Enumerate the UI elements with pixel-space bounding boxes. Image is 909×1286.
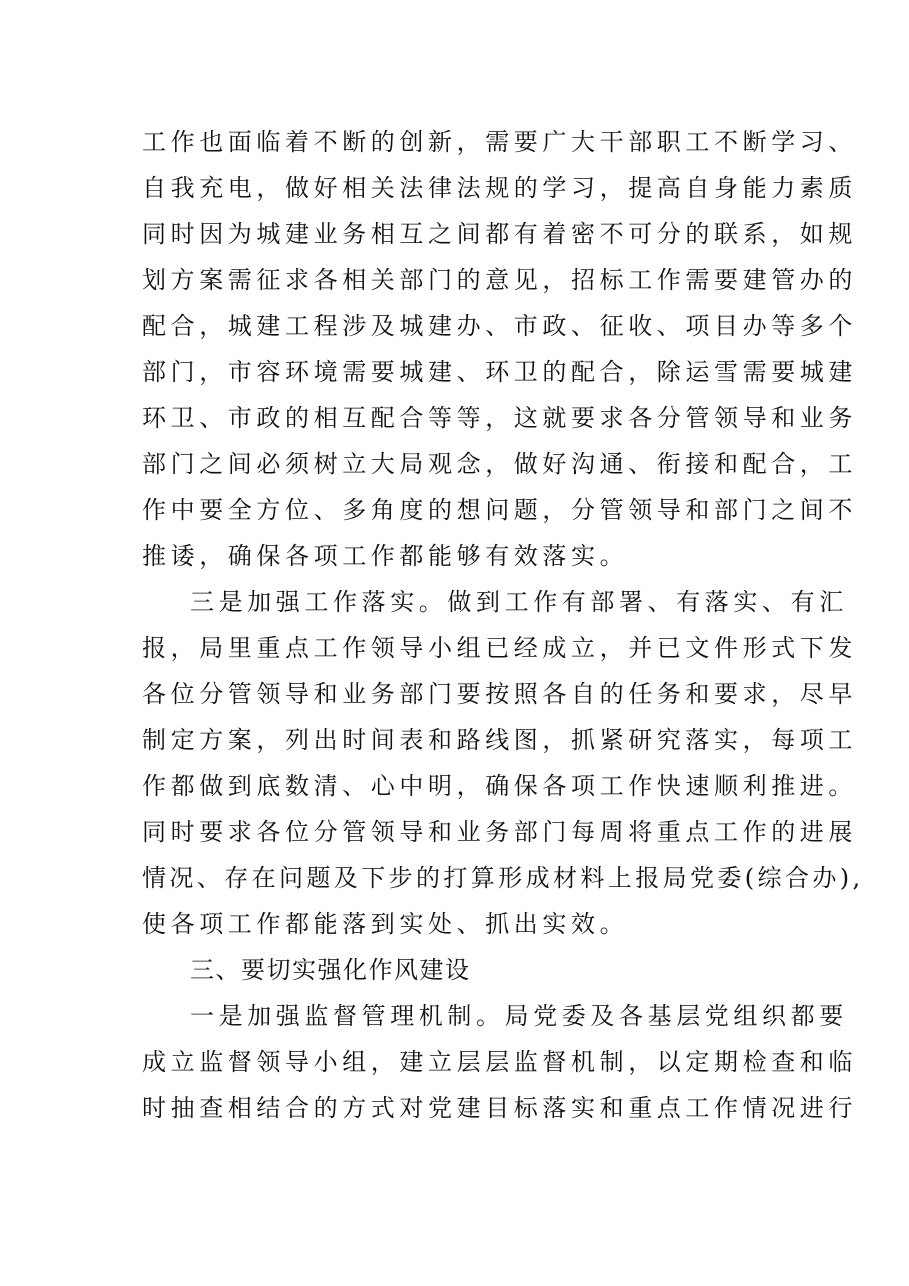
section-heading: 三、要切实强化作风建设 [190,956,471,984]
text-line: 配合，城建工程涉及城建办、市政、征收、项目办等多个 [142,312,857,340]
text-line: 各位分管领导和业务部门要按照各自的任务和要求，尽早 [142,680,857,708]
text-line: 时抽查相结合的方式对党建目标落实和重点工作情况进行 [142,1094,857,1122]
text-line: 情况、存在问题及下步的打算形成材料上报局党委(综合办), [142,864,864,892]
paragraph-first-line: 三是加强工作落实。做到工作有部署、有落实、有汇 [190,588,848,616]
text-line: 同时要求各位分管领导和业务部门每周将重点工作的进展 [142,818,857,846]
text-line: 作中要全方位、多角度的想问题，分管领导和部门之间不 [142,496,857,524]
text-line: 工作也面临着不断的创新，需要广大干部职工不断学习、 [142,128,857,156]
text-line: 制定方案，列出时间表和路线图，抓紧研究落实，每项工 [142,726,857,754]
text-line: 部门，市容环境需要城建、环卫的配合，除运雪需要城建 [142,358,857,386]
text-line: 使各项工作都能落到实处、抓出实效。 [142,910,629,938]
text-line: 作都做到底数清、心中明，确保各项工作快速顺利推进。 [142,772,857,800]
paragraph-first-line: 一是加强监督管理机制。局党委及各基层党组织都要 [190,1002,848,1030]
text-line: 报，局里重点工作领导小组已经成立，并已文件形式下发 [142,634,857,662]
text-line: 划方案需征求各相关部门的意见，招标工作需要建管办的 [142,266,857,294]
text-line: 环卫、市政的相互配合等等，这就要求各分管领导和业务 [142,404,857,432]
text-line: 部门之间必须树立大局观念，做好沟通、衔接和配合，工 [142,450,857,478]
text-line: 成立监督领导小组，建立层层监督机制，以定期检查和临 [142,1048,857,1076]
text-line: 自我充电，做好相关法律法规的学习，提高自身能力素质 [142,174,857,202]
text-line: 推诿，确保各项工作都能够有效落实。 [142,542,629,570]
text-line: 同时因为城建业务相互之间都有着密不可分的联系，如规 [142,220,857,248]
